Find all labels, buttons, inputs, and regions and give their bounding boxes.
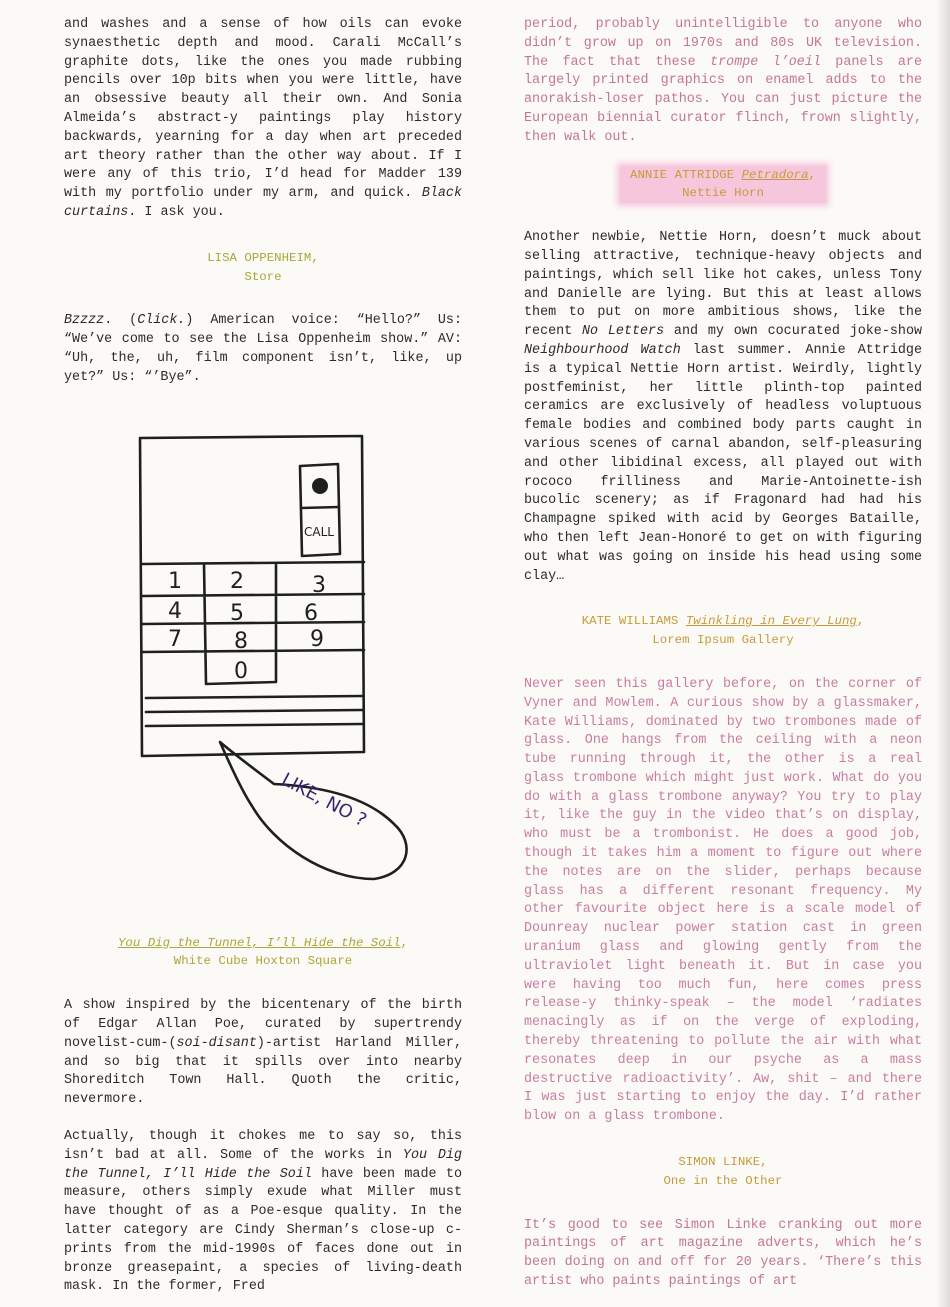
intro-paragraph: and washes and a sense of how oils can evoke synaesthetic depth and mood. Carali McCall’s graphite dots, like the ones you made rubbing pencils over 10p bits when you were little, have an obsessive beauty all their own. And Sonia Almeida’s abstract-y paintings play history backwards, yearning for a day when art preceded art theory rather than the other way about. If I were any of this trio, I’d head for Madder 139 with my portfolio under my arm, and quick. Black curtains. I ask you. <box>64 17 462 220</box>
call-label: CALL <box>304 524 334 539</box>
key-6: 6 <box>304 600 318 626</box>
key-1: 1 <box>168 568 182 594</box>
page-edge-shadow <box>936 0 950 1307</box>
heading-lisa-oppenheim: LISA OPPENHEIM, Store <box>207 250 319 284</box>
key-8: 8 <box>234 628 248 654</box>
key-9: 9 <box>310 626 324 652</box>
right-column <box>524 16 922 1292</box>
speech-bubble <box>220 742 407 879</box>
poe-paragraph-2: Actually, though it chokes me to say so, this isn’t bad at all. Some of the works in You Dig the Tunnel, I’ll Hide the Soil have been made to measure, others simply exude what Miller must have thought of as a Poe-esque quality. In the latter category are Cindy Sherman’s close-up c-prints from the mid-1990s of faces done out in bronze greasepaint, a species of living-death mask. In the former, Fred <box>64 1128 462 1295</box>
williams-paragraph: Never seen this gallery before, on the corner of Vyner and Mowlem. A curious show by a glassmaker, Kate Williams, dominated by two trombones made of glass. One hangs from the ceiling with a neon tube running through it, the other is a real glass trombone which might just work. What do you do with a glass trombone anyway? You try to play it, like the guy in the video that’s on display, who must be a trombonist. He does a good job, though it takes him a moment to figure out where the notes are on the slider, perhaps because glass has a different resonant frequency. My other favourite object here is a scale model of Dounreay nuclear power station cast in green uranium glass and glowing gently from the ultraviolet light beneath it. But in case you were having too much fun, here comes press release-y thinky-speak – the model ‘radiates menacingly as if on the verge of exploding, thereby threatening to pollute the air with what resonates deep in our psyche as a mass destructive radioactivity’. Aw, shit – and there I was just starting to enjoy the day. I’d rather blow on a glass trombone. <box>524 676 922 1125</box>
heading-simon-linke: SIMON LINKE, One in the Other <box>663 1155 783 1188</box>
poe-paragraph-1: A show inspired by the bicentenary of the birth of Edgar Allan Poe, curated by supertrendy novelist-cum-(soi-disant)-artist Harland Miller, and so big that it spills over into nearby Shoreditch Town Hall. Quoth the critic, nevermore. <box>64 998 462 1108</box>
heading-poe-show: You Dig the Tunnel, I’ll Hide the Soil, White Cube Hoxton Square <box>118 935 408 969</box>
call-button <box>300 464 340 556</box>
attridge-paragraph: Another newbie, Nettie Horn, doesn’t muck about selling attractive, technique-heavy objects and paintings, which sell like hot cakes, unless Tony and Danielle are lying. But this at least allows them to put on more ambitious shows, like the recent No Letters and my own cocurated joke-show Neighbourhood Watch last summer. Annie Attridge is a typical Nettie Horn artist. Weirdly, lightly postfeminist, her little plinth-top painted ceramics are exclusively of headless voluptuous female bodies and combined body parts caught in various scenes of carnal abandon, self-pleasuring and other libidinal excess, all played out with rococo frilliness and Marie-Antoinette-ish bucolic scenery; as if Fragonard had had his Champagne spiked with acid by Georges Bataille, who then left Jean-Honoré to get on with figuring out what was going on inside his head using some clay… <box>524 230 923 584</box>
heading-kate-williams: KATE WILLIAMS Twinkling in Every Lung, Lorem Ipsum Gallery <box>581 614 865 648</box>
oppenheim-paragraph: Bzzzz. (Click.) American voice: “Hello?” Us: “We’ve come to see the Lisa Oppenheim show.” AV: “Uh, the, uh, film component isn’t, like, up yet?” Us: “’Bye”. <box>64 313 463 385</box>
linke-paragraph: It’s good to see Simon Linke cranking out more paintings of art magazine adverts, which he’s been doing on and off for 20 years. ‘There’s this artist who paints paintings of art <box>524 1217 922 1290</box>
key-7: 7 <box>168 626 182 652</box>
left-column <box>64 16 462 1297</box>
key-5: 5 <box>230 600 244 626</box>
key-4: 4 <box>168 598 182 624</box>
heading-annie-attridge <box>524 166 922 204</box>
bubble-text: LIKE, NO ? <box>278 768 370 831</box>
highlighter-mark: ANNIE ATTRIDGE Petradora, Nettie Horn <box>620 166 826 204</box>
key-0: 0 <box>234 658 248 684</box>
key-2: 2 <box>230 568 244 594</box>
phone-drawing <box>124 434 424 894</box>
key-3: 3 <box>312 572 326 598</box>
top-paragraph: period, probably unintelligible to anyone who didn’t grow up on 1970s and 80s UK television. The fact that these trompe l’oeil panels are largely printed graphics on enamel adds to the anorakish-loser pathos. You can just picture the European biennial curator flinch, frown slightly, then walk out. <box>524 17 922 145</box>
call-dot <box>312 478 328 494</box>
